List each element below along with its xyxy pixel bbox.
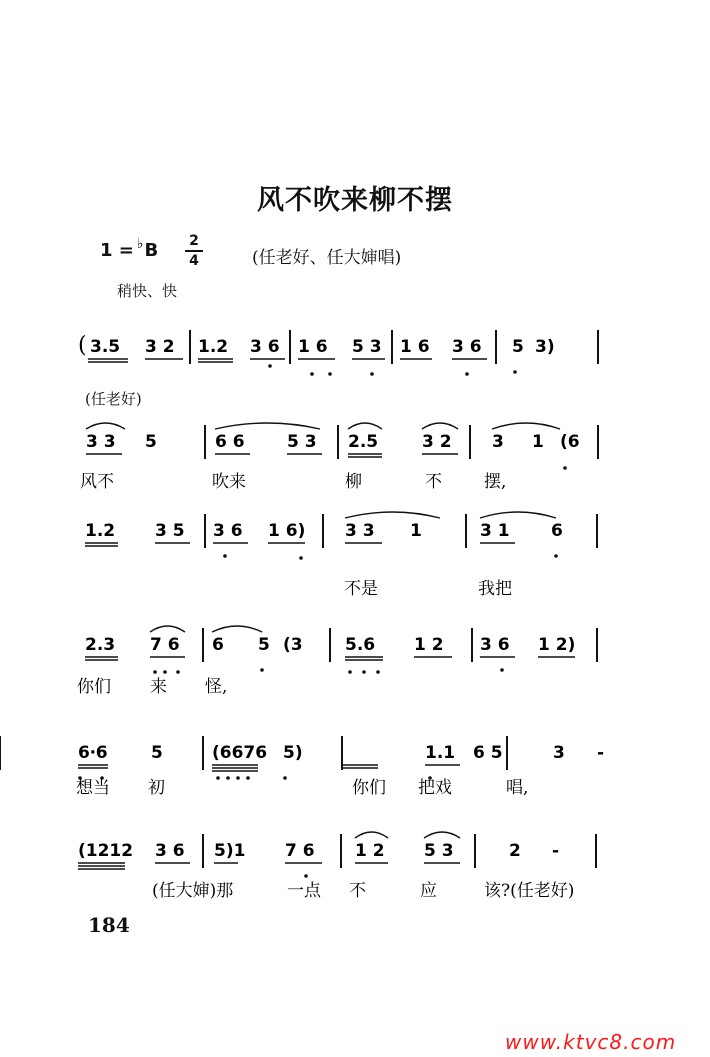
lyric: 初 (148, 778, 165, 798)
note-group: 3 6 (155, 841, 185, 861)
note-group: 2.5 (348, 432, 379, 452)
note-group: 3 (492, 432, 504, 452)
lyric: 想当 (76, 778, 110, 798)
octave-dot (362, 670, 366, 674)
octave-dot (226, 776, 230, 780)
note-group: 6 5 (473, 743, 503, 763)
lyric: 唱, (506, 778, 529, 798)
note-group: 1 (410, 521, 422, 541)
octave-dot (310, 372, 314, 376)
lyric: 不是 (344, 579, 378, 599)
note-group: 6 (212, 635, 224, 655)
slur (215, 423, 320, 429)
slur (348, 423, 382, 429)
note-group: 1 2 (355, 841, 385, 861)
lyric: 来 (150, 677, 167, 697)
key-note: B (144, 240, 159, 261)
note-group: 5 (151, 743, 163, 763)
lyric: 你们 (77, 677, 111, 697)
note-group: - (597, 743, 605, 763)
lyric: 你们 (352, 778, 386, 798)
note-group: ( (78, 333, 87, 358)
octave-dot (153, 670, 157, 674)
note-group: 3 5 (155, 521, 185, 541)
note-group: (6 (560, 432, 580, 452)
lyric: 该?(任老好) (484, 881, 575, 901)
note-group: 5 3 (352, 337, 382, 357)
slur (355, 832, 388, 838)
slur (150, 626, 185, 632)
part-label-ren-laohao: (任老好) (85, 390, 142, 408)
note-group: (3 (283, 635, 303, 655)
note-group: (6676 (212, 743, 268, 763)
note-group: 1 6) (268, 521, 306, 541)
note-group: 7 6 (285, 841, 315, 861)
lyric: 不 (425, 472, 442, 492)
note-group: 5 (145, 432, 157, 452)
note-group: 5 (512, 337, 524, 357)
note-group: 3 3 (86, 432, 116, 452)
octave-dot (376, 670, 380, 674)
octave-dot (500, 668, 504, 672)
song-title: 风不吹来柳不摆 (257, 185, 453, 216)
note-group: 2.3 (85, 635, 116, 655)
note-group: 3 1 (480, 521, 510, 541)
octave-dot (176, 670, 180, 674)
note-group: 2 (509, 841, 521, 861)
octave-dot (370, 372, 374, 376)
time-numerator: 2 (189, 233, 199, 249)
note-group: 5)1 (214, 841, 246, 861)
note-group: 5 3 (424, 841, 454, 861)
time-denominator: 4 (189, 252, 199, 269)
octave-dot (260, 668, 264, 672)
octave-dot (236, 776, 240, 780)
note-group: 3) (535, 337, 555, 357)
note-group: 3 2 (422, 432, 452, 452)
tempo-marking: 稍快、快 (117, 282, 178, 300)
octave-dot (304, 874, 308, 878)
note-group: - (552, 841, 560, 861)
lyric: 摆, (484, 472, 507, 492)
note-group: 6‧6 (78, 743, 108, 763)
note-group: 1 2 (414, 635, 444, 655)
note-group: 7 6 (150, 635, 180, 655)
slur (86, 423, 125, 429)
note-group: (1212 (78, 841, 134, 861)
octave-dot (465, 372, 469, 376)
octave-dot (216, 776, 220, 780)
note-group: 5.6 (345, 635, 376, 655)
octave-dot (348, 670, 352, 674)
note-group: 3.5 (90, 337, 121, 357)
note-group: 1.2 (85, 521, 116, 541)
slur (422, 423, 458, 429)
octave-dot (246, 776, 250, 780)
note-group: 1.2 (198, 337, 229, 357)
note-group: 3 2 (145, 337, 175, 357)
note-group: 3 3 (345, 521, 375, 541)
flat-symbol: ♭ (136, 236, 144, 252)
lyric: (任大婶)那 (152, 881, 234, 901)
note-group: 6 6 (215, 432, 245, 452)
slur (424, 832, 460, 838)
note-group: 3 6 (480, 635, 510, 655)
watermark: www.ktvc8.com (505, 1030, 677, 1054)
note-group: 1 6 (298, 337, 328, 357)
page-number: 184 (88, 913, 130, 937)
lyric: 不 (349, 881, 366, 901)
note-group: 3 (553, 743, 565, 763)
lyric: 一点 (287, 881, 321, 901)
note-group: 5) (283, 743, 303, 763)
lyric: 柳 (345, 472, 362, 492)
note-group: 5 (258, 635, 270, 655)
note-group: 3 6 (213, 521, 243, 541)
note-group: 1 (532, 432, 544, 452)
slur (345, 512, 440, 518)
key-prefix: 1 = (100, 240, 134, 261)
slur (480, 512, 556, 518)
octave-dot (328, 372, 332, 376)
octave-dot (513, 370, 517, 374)
note-group: 1 2) (538, 635, 576, 655)
lyric: 应 (420, 881, 437, 901)
slur (492, 423, 560, 429)
octave-dot (299, 556, 303, 560)
octave-dot (163, 670, 167, 674)
singers-note: (任老好、任大婶唱) (252, 248, 402, 268)
octave-dot (283, 776, 287, 780)
lyric: 怪, (205, 677, 228, 697)
lyric: 把戏 (418, 778, 452, 798)
octave-dot (268, 364, 272, 368)
lyric: 风不 (80, 472, 114, 492)
octave-dot (554, 554, 558, 558)
note-group: 1 6 (400, 337, 430, 357)
octave-dot (563, 466, 567, 470)
octave-dot (223, 554, 227, 558)
lyric: 吹来 (212, 472, 246, 492)
note-group: 3 6 (250, 337, 280, 357)
note-group: 1.1 (425, 743, 456, 763)
note-group: 3 6 (452, 337, 482, 357)
note-group: 6 (551, 521, 563, 541)
note-group: 5 3 (287, 432, 317, 452)
slur (212, 626, 262, 632)
lyric: 我把 (478, 579, 512, 599)
